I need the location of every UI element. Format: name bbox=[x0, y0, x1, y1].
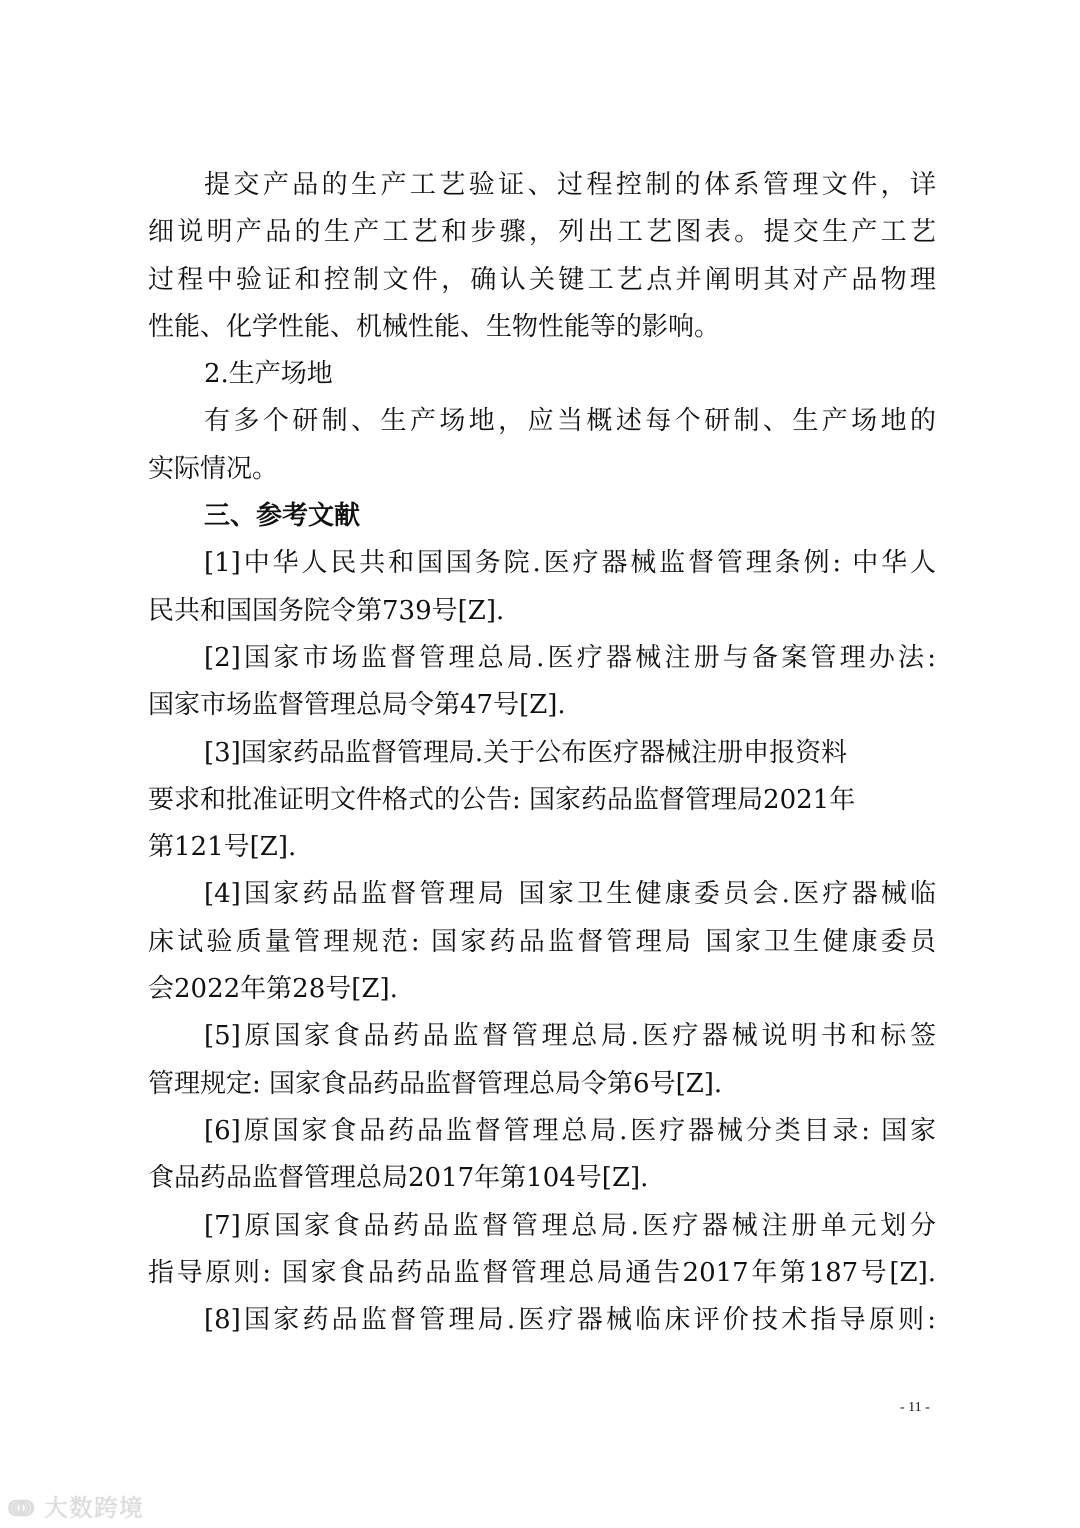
text-line: 食品药品监督管理总局2017年第104号[Z]. bbox=[148, 1163, 649, 1194]
text-line: 实际情况。 bbox=[148, 453, 279, 484]
section-heading: 三、参考文献 bbox=[204, 501, 361, 532]
text-line: 细说明产品的生产工艺和步骤，列出工艺图表。提交生产工艺 bbox=[148, 217, 936, 248]
text-line: [4]国家药品监督管理局 国家卫生健康委员会.医疗器械临 bbox=[204, 879, 936, 910]
text-line: 民共和国国务院令第739号[Z]. bbox=[148, 595, 505, 626]
text-line: 指导原则: 国家食品药品监督管理总局通告2017年第187号[Z]. bbox=[148, 1257, 936, 1288]
text-line: [8]国家药品监督管理局.医疗器械临床评价技术指导原则: bbox=[204, 1305, 936, 1336]
watermark-icon: ↈ bbox=[8, 1494, 36, 1522]
text-line: 床试验质量管理规范: 国家药品监督管理局 国家卫生健康委员 bbox=[148, 926, 936, 957]
text-line: [3]国家药品监督管理局.关于公布医疗器械注册申报资料 bbox=[204, 737, 848, 768]
text-line: 要求和批准证明文件格式的公告: 国家药品监督管理局2021年 bbox=[148, 784, 856, 815]
text-line: [5]原国家食品药品监督管理总局.医疗器械说明书和标签 bbox=[204, 1021, 936, 1052]
text-line: [1]中华人民共和国国务院.医疗器械监督管理条例: 中华人 bbox=[204, 548, 936, 579]
text-line: 过程中验证和控制文件，确认关键工艺点并阐明其对产品物理 bbox=[148, 264, 936, 295]
text-line: 国家市场监督管理总局令第47号[Z]. bbox=[148, 690, 566, 721]
page-number: - 11 - bbox=[900, 1400, 930, 1415]
watermark-text: 大数跨境 bbox=[43, 1494, 144, 1522]
text-line: [2]国家市场监督管理总局.医疗器械注册与备案管理办法: bbox=[204, 642, 936, 673]
document-body bbox=[148, 162, 936, 1344]
watermark-logo bbox=[8, 1488, 144, 1523]
text-line: 会2022年第28号[Z]. bbox=[148, 974, 398, 1005]
text-line: 性能、化学性能、机械性能、生物性能等的影响。 bbox=[148, 311, 721, 342]
text-line: 提交产品的生产工艺验证、过程控制的体系管理文件，详 bbox=[204, 170, 936, 200]
text-line: 2.生产场地 bbox=[204, 359, 333, 390]
text-line: 有多个研制、生产场地，应当概述每个研制、生产场地的 bbox=[204, 406, 936, 437]
text-line: 第121号[Z]. bbox=[148, 832, 297, 863]
text-line: [6]原国家食品药品监督管理总局.医疗器械分类目录: 国家 bbox=[204, 1115, 936, 1146]
text-line: [7]原国家食品药品监督管理总局.医疗器械注册单元划分 bbox=[204, 1210, 936, 1241]
text-line: 管理规定: 国家食品药品监督管理总局令第6号[Z]. bbox=[148, 1068, 723, 1099]
